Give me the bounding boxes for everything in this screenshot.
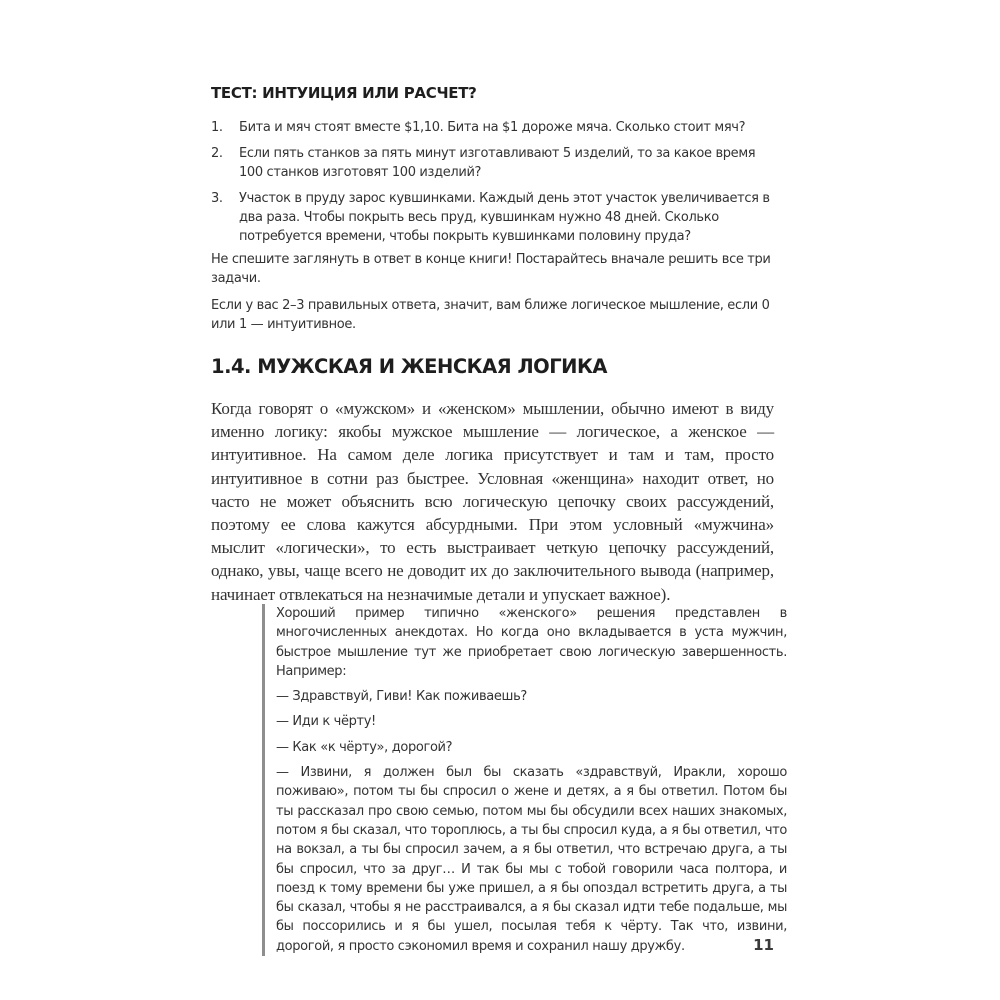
dialogue-line: — Как «к чёрту», дорогой? bbox=[276, 739, 453, 755]
page-number: 11 bbox=[753, 936, 774, 954]
question-text: Участок в пруду зарос кувшинками. Каждый день этот участок увеличивается в два раза. Чтобы покрыть весь пруд, кувшинкам нужно 48 дней. Сколько потребуется времени, чтобы покрыть кувшинками половину пруда? bbox=[239, 191, 770, 244]
dialogue-line: — Извини, я должен был бы сказать «здравствуй, Иракли, хорошо поживаю», потом ты бы спросил о жене и детях, а я бы ответил. Потом бы ты рассказал про свою семью, потом мы бы обсудили всех наших знакомых, потом я бы сказал, что тороплюсь, а ты бы спросил куда, а я бы ответил, что на вокзал, а ты бы спросил зачем, а я бы ответил, что встречаю друга, а ты бы спросил, что за друг… И так бы мы с тобой говорили часа полтора, и поезд к тому времени бы уже пришел, а я бы опоздал встретить друга, а ты бы сказал, чтобы я не расстраивался, а я бы сказал идти тебе подальше, мы бы поссорились и я бы ушел, посылая тебя к чёрту. Так что, извини, дорогой, я просто сэкономил время и сохранил нашу дружбу. bbox=[276, 765, 787, 954]
section-heading: 1.4. МУЖСКАЯ И ЖЕНСКАЯ ЛОГИКА bbox=[211, 355, 608, 378]
sidebar-quote bbox=[262, 604, 787, 956]
question-item bbox=[211, 144, 774, 182]
question-text: Если пять станков за пять минут изготавливают 5 изделий, то за какое время 100 станков изготовят 100 изделий? bbox=[239, 146, 756, 180]
question-number: 2. bbox=[211, 146, 223, 161]
test-note-scoring: Если у вас 2–3 правильных ответа, значит, вам ближе логическое мышление, если 0 или 1 — интуитивное. bbox=[211, 298, 770, 332]
test-heading: ТЕСТ: ИНТУИЦИЯ ИЛИ РАСЧЕТ? bbox=[211, 84, 477, 102]
quote-intro: Хороший пример типично «женского» решения представлен в многочисленных анекдотах. Но когда оно вкладывается в уста мужчин, быстрое мышление тут же приобретает свою логическую завершенность. Например: bbox=[276, 606, 787, 679]
question-number: 1. bbox=[211, 120, 223, 135]
test-note-hint: Не спешите заглянуть в ответ в конце книги! Постарайтесь вначале решить все три задачи. bbox=[211, 252, 771, 286]
question-list bbox=[211, 118, 774, 253]
dialogue-line: — Иди к чёрту! bbox=[276, 714, 376, 730]
body-paragraph: Когда говорят о «мужском» и «женском» мышлении, обычно имеют в виду именно логику: якобы мужское мышление — логическое, а женское — интуитивное. На самом деле логика присутствует и там и там, просто интуитивное в сотни раз быстрее. Условная «женщина» находит ответ, но часто не может объяснить всю логическую цепочку своих рассуждений, поэтому ее слова кажутся абсурдными. При этом условный «мужчина» мыслит «логически», то есть выстраивает четкую цепочку рассуждений, однако, увы, чаще всего не доводит их до заключительного вывода (например, начинает отвлекаться на незначимые детали и упускает важное). bbox=[211, 399, 774, 604]
question-number: 3. bbox=[211, 191, 223, 206]
dialogue-line: — Здравствуй, Гиви! Как поживаешь? bbox=[276, 689, 527, 705]
question-item bbox=[211, 189, 774, 246]
question-item bbox=[211, 118, 774, 137]
question-text: Бита и мяч стоят вместе $1,10. Бита на $1 дороже мяча. Сколько стоит мяч? bbox=[239, 120, 746, 135]
